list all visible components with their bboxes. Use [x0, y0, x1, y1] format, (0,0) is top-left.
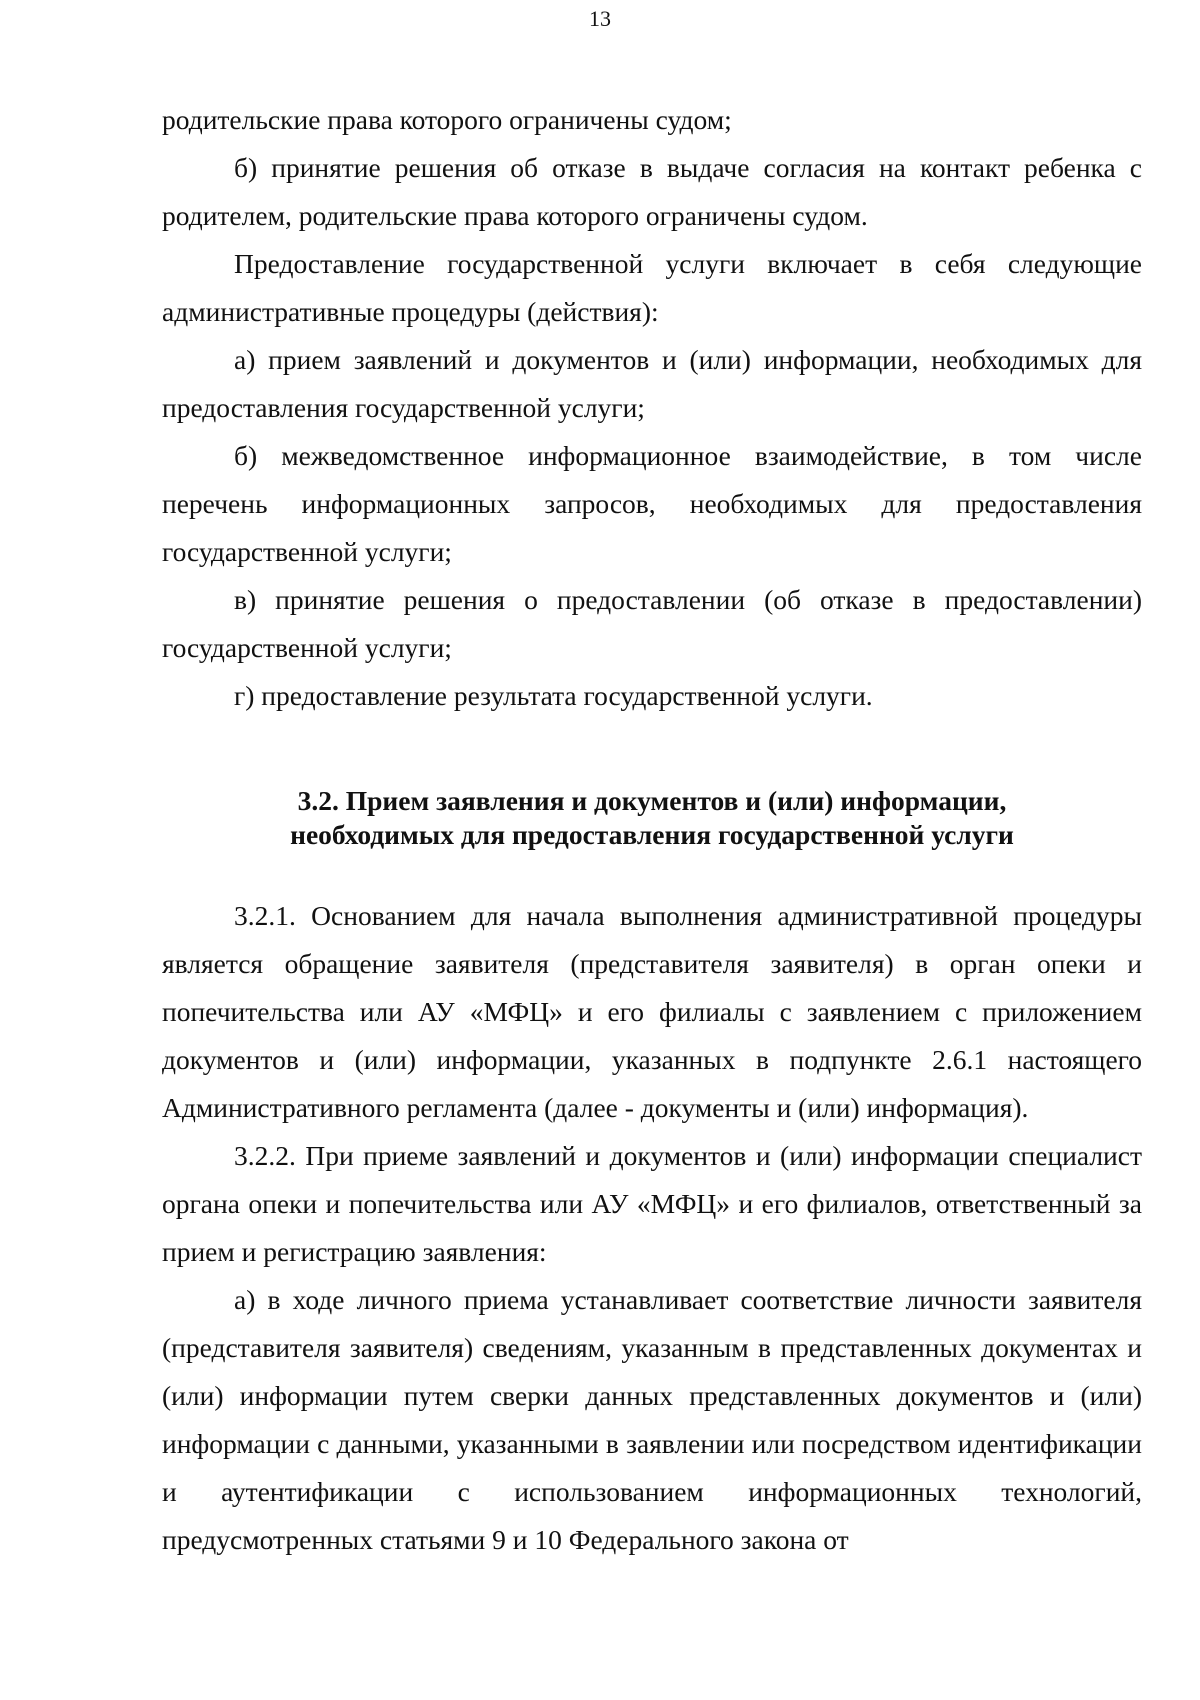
paragraph-procedure-c: в) принятие решения о предоставлении (об отказе в предоставлении) государственной услуги; — [162, 584, 1142, 663]
page-number: 13 — [589, 6, 611, 31]
document-body — [162, 96, 1142, 1564]
section-heading — [162, 784, 1142, 852]
paragraph-item-b-refusal: б) принятие решения об отказе в выдаче согласия на контакт ребенка с родителем, родительские права которого ограничены судом. — [162, 152, 1142, 231]
paragraph-procedure-b: б) межведомственное информационное взаимодействие, в том числе перечень информационных запросов, необходимых для предоставления государственной услуги; — [162, 440, 1142, 567]
section-heading-line-1: 3.2. Прием заявления и документов и (или) информации, — [297, 785, 1007, 816]
paragraph-continuation: родительские права которого ограничены судом; — [162, 104, 732, 135]
paragraph-procedures-intro: Предоставление государственной услуги включает в себя следующие административные процедуры (действия): — [162, 248, 1142, 327]
paragraph-procedure-d: г) предоставление результата государственной услуги. — [234, 680, 873, 711]
paragraph-3-2-2-a: а) в ходе личного приема устанавливает соответствие личности заявителя (представителя заявителя) сведениям, указанным в представленных документах и (или) информации путем сверки данных представленных документов и (или) информации с данными, указанными в заявлении или посредством идентификации и аутентификации с использованием информационных технологий, предусмотренных статьями 9 и 10 Федерального закона от — [162, 1284, 1142, 1555]
paragraph-3-2-2: 3.2.2. При приеме заявлений и документов и (или) информации специалист органа опеки и попечительства или АУ «МФЦ» и его филиалов, ответственный за прием и регистрацию заявления: — [162, 1140, 1142, 1267]
paragraph-3-2-1: 3.2.1. Основанием для начала выполнения административной процедуры является обращение заявителя (представителя заявителя) в орган опеки и попечительства или АУ «МФЦ» и его филиалы с заявлением с приложением документов и (или) информации, указанных в подпункте 2.6.1 настоящего Административного регламента (далее - документы и (или) информация). — [162, 900, 1142, 1123]
paragraph-procedure-a: а) прием заявлений и документов и (или) информации, необходимых для предоставления государственной услуги; — [162, 344, 1142, 423]
section-heading-line-2: необходимых для предоставления государственной услуги — [290, 819, 1014, 850]
